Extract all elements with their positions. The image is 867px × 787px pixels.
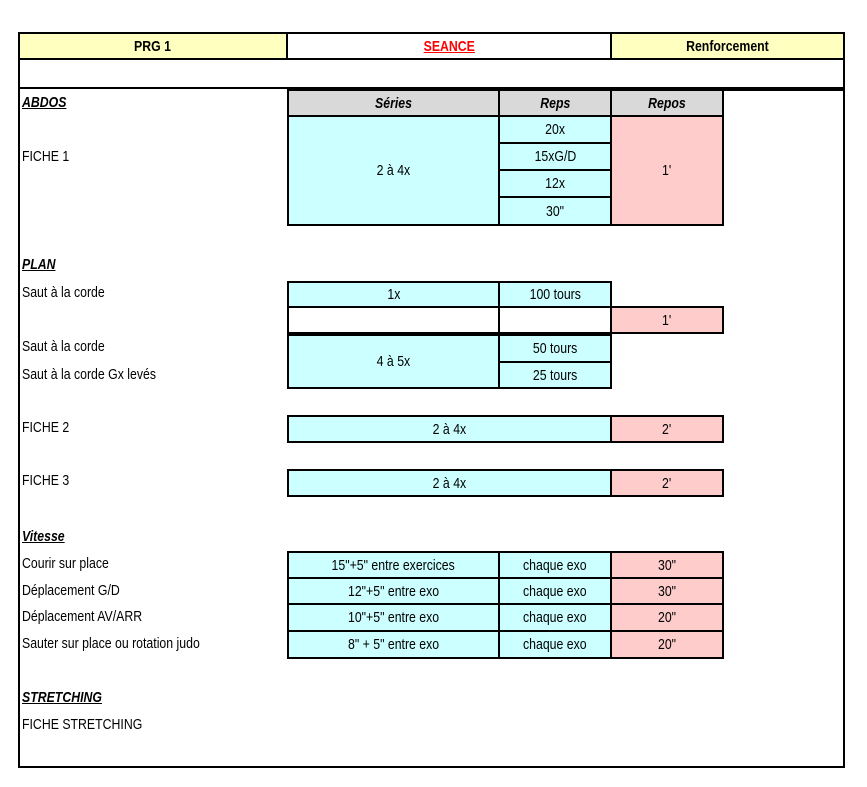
vitesse-row-1-repos: 30"	[610, 551, 724, 579]
fiche2-repos: 2'	[610, 415, 724, 443]
vitesse-row-3-series: 10"+5" entre exo	[287, 603, 500, 632]
stretching-fiche-label: FICHE STRETCHING	[22, 716, 143, 733]
vitesse-row-1-reps: chaque exo	[498, 551, 612, 579]
vitesse-row-1-series: 15"+5" entre exercices	[287, 551, 500, 579]
vitesse-row-2-repos: 30"	[610, 577, 724, 605]
fiche2-label: FICHE 2	[22, 419, 70, 436]
fiche2-series: 2 à 4x	[287, 415, 612, 443]
vitesse-title: Vitesse	[22, 528, 65, 545]
abdos-reps-cell-1: 20x	[498, 115, 612, 144]
seance-cell: SEANCE	[286, 32, 612, 60]
prg-cell: PRG 1	[18, 32, 288, 60]
col-reps-header: Reps	[498, 89, 612, 117]
vitesse-row-2-reps: chaque exo	[498, 577, 612, 605]
plan-row2-series: 4 à 5x	[287, 334, 500, 389]
fiche3-repos: 2'	[610, 469, 724, 497]
vitesse-row-3-reps: chaque exo	[498, 603, 612, 632]
vitesse-row-4-repos: 20"	[610, 630, 724, 659]
vitesse-row-2-label: Déplacement G/D	[22, 582, 120, 599]
plan-row2-label2: Saut à la corde Gx levés	[22, 366, 157, 383]
vitesse-row-3-repos: 20"	[610, 603, 724, 632]
plan-row1-label: Saut à la corde	[22, 284, 105, 301]
plan-row1-reps: 100 tours	[498, 281, 612, 308]
type-cell: Renforcement	[610, 32, 845, 60]
vitesse-row-4-reps: chaque exo	[498, 630, 612, 659]
plan-row2-reps: 50 tours	[498, 334, 612, 363]
fiche3-series: 2 à 4x	[287, 469, 612, 497]
plan-title: PLAN	[22, 256, 56, 273]
abdos-repos-cell: 1'	[610, 115, 724, 226]
plan-row2-label: Saut à la corde	[22, 338, 105, 355]
stretching-title: STRETCHING	[22, 689, 102, 706]
plan-row1-series: 1x	[287, 281, 500, 308]
abdos-title: ABDOS	[22, 94, 67, 111]
plan-rest-cell: 1'	[610, 306, 724, 334]
abdos-series-cell: 2 à 4x	[287, 115, 500, 226]
vitesse-row-4-series: 8" + 5" entre exo	[287, 630, 500, 659]
col-series-header: Séries	[287, 89, 500, 117]
col-blank-header	[722, 89, 845, 117]
vitesse-row-3-label: Déplacement AV/ARR	[22, 608, 143, 625]
fiche3-label: FICHE 3	[22, 472, 70, 489]
plan-row2-reps2: 25 tours	[498, 361, 612, 389]
abdos-fiche-label: FICHE 1	[22, 148, 70, 165]
col-repos-header: Repos	[610, 89, 724, 117]
plan-blank-reps	[498, 306, 612, 334]
abdos-reps-cell-4: 30"	[498, 196, 612, 226]
vitesse-row-1-label: Courir sur place	[22, 555, 109, 572]
vitesse-row-4-label: Sauter sur place ou rotation judo	[22, 635, 200, 652]
abdos-reps-cell-2: 15xG/D	[498, 142, 612, 171]
vitesse-row-2-series: 12"+5" entre exo	[287, 577, 500, 605]
plan-blank-series	[287, 306, 500, 334]
abdos-reps-cell-3: 12x	[498, 169, 612, 198]
